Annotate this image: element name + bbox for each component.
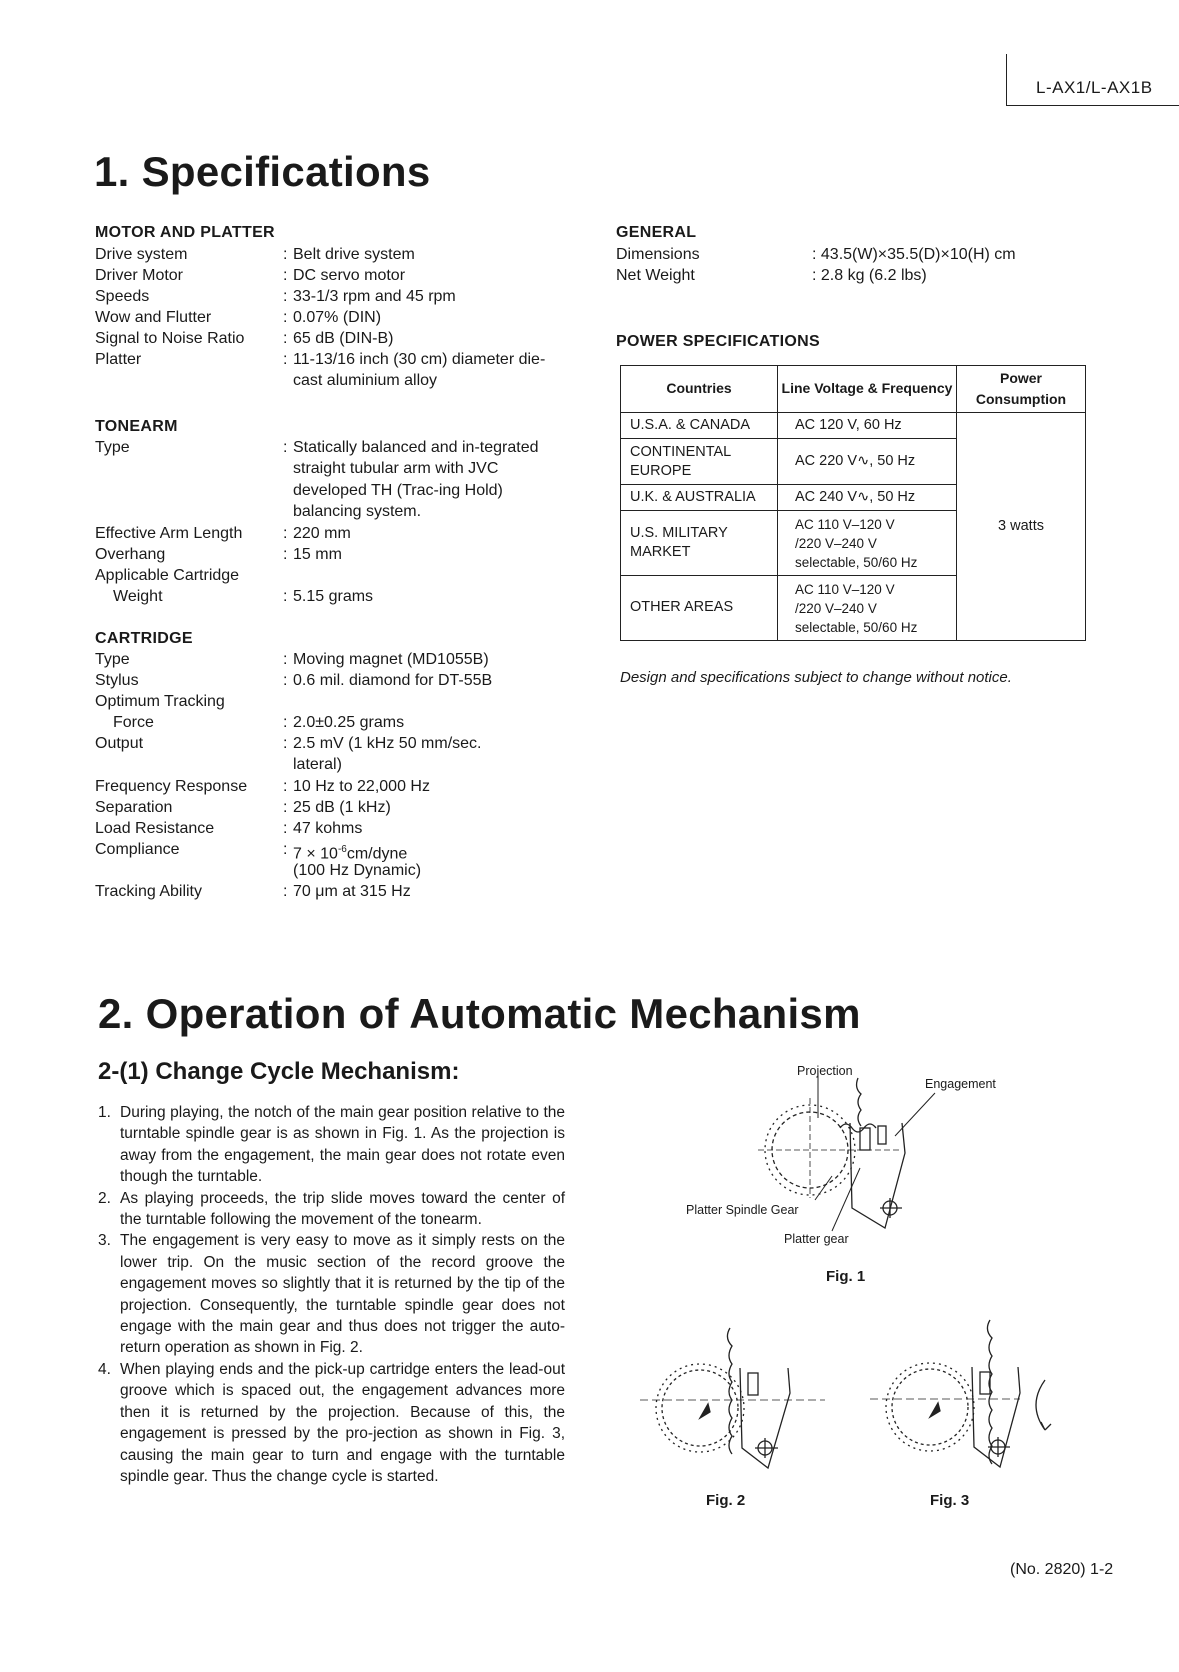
spec-label: Output <box>95 735 144 752</box>
fig2-diagram <box>640 1318 840 1498</box>
spec-notice: Design and specifications subject to change without notice. <box>620 669 1012 686</box>
general-heading: GENERAL <box>616 224 697 241</box>
spec-label: Platter <box>95 351 142 368</box>
list-item <box>98 1188 565 1231</box>
header-divider-vertical <box>1006 54 1007 106</box>
spec-value: 2.0±0.25 grams <box>293 714 405 731</box>
rotation-arrow-icon <box>930 1403 940 1417</box>
cartridge-heading: CARTRIDGE <box>95 630 193 647</box>
spec-value: 2.5 mV (1 kHz 50 mm/sec. lateral) <box>293 735 482 774</box>
spec-value: Statically balanced and in-tegrated straight tubular arm with JVC developed TH (Trac-ing Hold) balancing system. <box>293 439 539 520</box>
spec-label: Effective Arm Length <box>95 525 243 542</box>
spec-label: Compliance <box>95 841 180 858</box>
specs-right-column <box>616 222 1086 692</box>
label-platter-gear: Platter gear <box>784 1232 849 1246</box>
step-text: The engagement is very easy to move as it simply rests on the lower trip. On the music section of the record groove the engagement moves so slightly that it is returned by the tip of the projection. Consequently, the turntable spindle gear does not engage with the main gear and thus does not trigger the auto-return operation as shown in Fig. 2. <box>120 1232 565 1357</box>
spec-label: Wow and Flutter <box>95 309 212 326</box>
spec-value: 0.6 mil. diamond for DT-55B <box>293 672 493 689</box>
spec-label: Drive system <box>95 246 188 263</box>
main-gear-teeth <box>886 1363 974 1451</box>
step-number: 3. <box>98 1232 111 1250</box>
col-power-line1: Power <box>999 369 1042 386</box>
spec-label: Dimensions <box>616 246 700 263</box>
trip-plate <box>972 1367 1020 1467</box>
fig1-caption: Fig. 1 <box>826 1268 866 1285</box>
spec-value: 5.15 grams <box>293 588 374 605</box>
cell-voltage: AC 220 V∿, 50 Hz <box>778 439 957 485</box>
header-divider-horizontal <box>1006 105 1179 106</box>
steps-list <box>98 1102 565 1487</box>
spec-label: Separation <box>95 799 173 816</box>
cell-voltage: AC 240 V∿, 50 Hz <box>778 485 957 511</box>
table-row <box>621 413 1086 439</box>
leader-line <box>895 1093 935 1136</box>
cell-country: OTHER AREAS <box>621 576 778 641</box>
spec-value: 0.07% (DIN) <box>293 309 382 326</box>
col-power-line2: Consumption <box>975 391 1067 407</box>
spec-label: Weight <box>113 588 163 605</box>
spec-label: Net Weight <box>616 267 695 284</box>
spec-label: Speeds <box>95 288 150 305</box>
spec-value-exponent: -6 <box>337 844 347 855</box>
voltage-line: selectable, 50/60 Hz <box>795 554 918 570</box>
main-gear-outline <box>892 1369 968 1445</box>
cell-consumption: 3 watts <box>957 413 1086 641</box>
spec-label: Type <box>95 439 130 456</box>
spec-value-text: 43.5(W)×35.5(D)×10(H) cm <box>820 246 1016 263</box>
cell-voltage <box>778 576 957 641</box>
voltage-line: AC 110 V–120 V <box>795 581 895 597</box>
rotation-arrow-icon <box>700 1404 710 1418</box>
spec-value-text: 2.8 kg (6.2 lbs) <box>820 267 927 284</box>
spec-value: 11-13/16 inch (30 cm) diameter die-cast aluminium alloy <box>293 351 546 390</box>
step-number: 4. <box>98 1360 111 1378</box>
spec-label: Load Resistance <box>95 820 215 837</box>
main-gear-outline <box>662 1370 738 1446</box>
motion-arrow-icon <box>1036 1380 1051 1430</box>
section1-title: 1. Specifications <box>94 148 431 195</box>
spec-value: Moving magnet (MD1055B) <box>293 651 489 668</box>
spec-label: Overhang <box>95 546 166 563</box>
voltage-line: selectable, 50/60 Hz <box>795 619 918 635</box>
list-item <box>98 1359 565 1487</box>
section2-title: 2. Operation of Automatic Mechanism <box>98 990 861 1037</box>
engagement-block <box>878 1126 886 1144</box>
step-text: As playing proceeds, the trip slide moves toward the center of the turntable following the movement of the tonearm. <box>120 1189 565 1229</box>
spec-value: 47 kohms <box>293 820 363 837</box>
spec-value: 70 μm at 315 Hz <box>293 883 411 900</box>
spec-label: Force <box>113 714 154 731</box>
fig2-caption: Fig. 2 <box>706 1492 746 1509</box>
step-text: During playing, the notch of the main gear position relative to the turntable spindle gear is as shown in Fig. 1. As the projection is away from the engagement, the main gear does not rotate even though the turntable. <box>120 1104 565 1186</box>
spec-label: Stylus <box>95 672 139 689</box>
step-number: 1. <box>98 1104 111 1121</box>
page-number: (No. 2820) 1-2 <box>1010 1561 1114 1578</box>
cell-country: U.S. MILITARY MARKET <box>621 511 778 576</box>
section2-subtitle: 2-(1) Change Cycle Mechanism: <box>98 1058 460 1085</box>
col-countries: Countries <box>621 366 778 413</box>
specs-left-column: MOTOR AND PLATTER Drive system : Belt drive system Driver Motor : DC servo motor Speeds : 33-1/3 rpm and 45 rpm Wow and Flutter : 0.07% (DIN) Signal to Noise Ratio : 65 dB (DIN-B) Platter : 11-13/16 inch (30 cm) diameter die-cast aluminium alloy TONEARM Type : Statically balanced and in-tegrated straight tubular arm with JVC developed TH (Trac-ing Hold) balancing system. Effective Arm Length : 220 mm Overhang : 15 mm Applicable Cartridge Weight : 5.15 grams CARTRIDGE Type : Moving magnet (MD1055B) Stylus : 0.6 mil. diamond for DT-55B Optimum Tracking Force : 2.0±0.25 grams Output : 2.5 mV (1 kHz 50 mm/sec. lateral) Frequency Response : 10 Hz to 22,000 Hz Separation : 25 dB (1 kHz) Load Resistance : 47 kohms Compliance : $7 \times 10^{-6}cm$/dyne (100 Hz Dynamic) Tracking Ability : 70 μm at 315 Hz <box>95 222 575 922</box>
col-voltage: Line Voltage & Frequency <box>778 366 957 413</box>
list-item <box>98 1230 565 1358</box>
engagement-block <box>748 1373 758 1395</box>
main-gear-outline <box>772 1112 848 1188</box>
projection-spring <box>727 1328 732 1454</box>
step-text: When playing ends and the pick-up cartridge enters the lead-out groove which is spaced out, the engagement advances more then it is returned by the projection. Because of this, the engagement is pressed by the pro-jection as shown in Fig. 3, causing the main gear to turn and engage with the turntable spindle gear. Thus the change cycle is started. <box>120 1360 565 1485</box>
list-item <box>98 1102 565 1188</box>
spec-value: Belt drive system <box>293 246 415 263</box>
power-table <box>620 365 1086 641</box>
voltage-line: /220 V–240 V <box>795 535 877 551</box>
spec-label: Optimum Tracking <box>95 693 225 710</box>
col-power <box>957 366 1086 413</box>
spec-label: Frequency Response <box>95 778 248 795</box>
spec-value: 7 × 10 <box>293 845 338 863</box>
projection-spring <box>857 1078 861 1126</box>
label-engagement: Engagement <box>925 1077 996 1091</box>
label-spindle-gear: Platter Spindle Gear <box>686 1203 799 1217</box>
step-number: 2. <box>98 1189 111 1207</box>
table-header-row <box>621 366 1086 413</box>
voltage-line: /220 V–240 V <box>795 600 877 616</box>
cell-voltage <box>778 511 957 576</box>
spec-value: : 43.5(W)×35.5(D)×10(H) cm <box>812 246 1016 263</box>
cell-voltage: AC 120 V, 60 Hz <box>778 413 957 439</box>
motor-heading: MOTOR AND PLATTER <box>95 224 275 241</box>
model-number: L-AX1/L-AX1B <box>1036 78 1153 97</box>
cell-country: U.S.A. & CANADA <box>621 413 778 439</box>
leader-line <box>815 1176 832 1200</box>
spec-label: Tracking Ability <box>95 883 202 900</box>
power-heading: POWER SPECIFICATIONS <box>616 333 820 350</box>
voltage-line: AC 110 V–120 V <box>795 516 895 532</box>
spec-label: Driver Motor <box>95 267 184 284</box>
spec-value: DC servo motor <box>293 267 406 284</box>
spec-value: 25 dB (1 kHz) <box>293 799 391 816</box>
spec-label: Signal to Noise Ratio <box>95 330 245 347</box>
spec-value: 220 mm <box>293 525 351 542</box>
tonearm-heading: TONEARM <box>95 418 178 435</box>
spec-value: cm/dyne <box>346 845 408 863</box>
cell-country: U.K. & AUSTRALIA <box>621 485 778 511</box>
spec-value: (100 Hz Dynamic) <box>293 862 422 879</box>
label-projection: Projection <box>797 1064 853 1078</box>
spec-value: 15 mm <box>293 546 342 563</box>
spec-label: Type <box>95 651 130 668</box>
cell-country: CONTINENTAL EUROPE <box>621 439 778 485</box>
fig3-diagram <box>870 1315 1070 1495</box>
spec-value: 33-1/3 rpm and 45 rpm <box>293 288 456 305</box>
spec-value: 65 dB (DIN-B) <box>293 330 394 347</box>
fig3-caption: Fig. 3 <box>930 1492 970 1509</box>
spec-value: 10 Hz to 22,000 Hz <box>293 778 430 795</box>
spec-value: : 2.8 kg (6.2 lbs) <box>812 267 927 284</box>
spec-label: Applicable Cartridge <box>95 567 240 584</box>
